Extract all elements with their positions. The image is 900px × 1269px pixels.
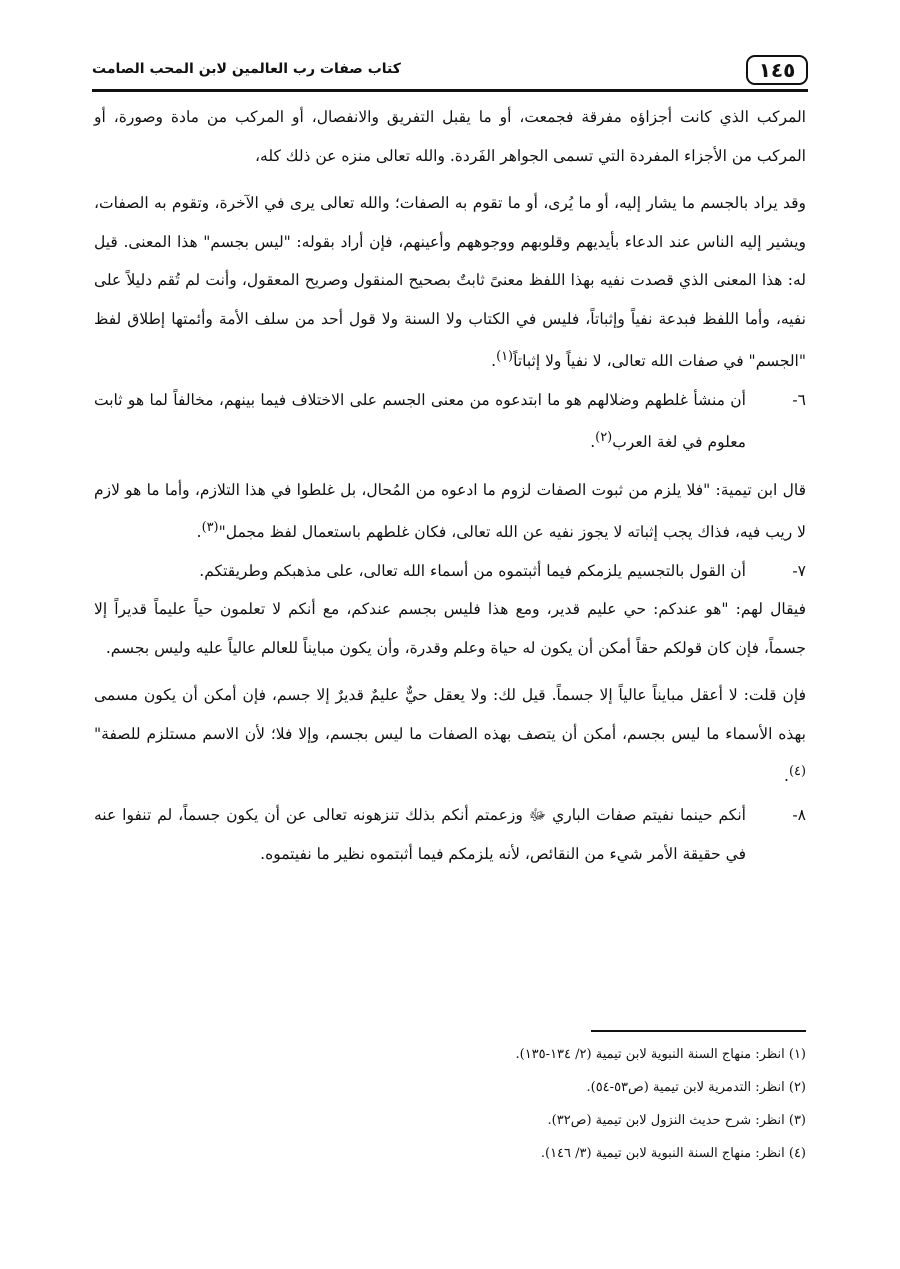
paragraph-2-end: . [491, 352, 497, 371]
point-6-text [94, 381, 746, 462]
point-6-body: أن منشأ غلطهم وضلالهم هو ما ابتدعوه من معنى الجسم على الاختلاف فيما بينهم، مخالفاً لما هو ثابت معلوم في لغة العرب [94, 390, 746, 452]
page-number-badge: ١٤٥ [746, 55, 808, 85]
paragraph-4: فيقال لهم: "هو عندكم: حي عليم قدير، ومع هذا فليس بجسم عندكم، مع أنكم لا تعلمون حياً عليماً قديراً إلا جسماً، فإن كان قولكم حقاً أمكن أن يكون له حياة وعلم وقدرة، وأن يكون مبايناً للعالم عالياً عليه وليس بجسم. [94, 600, 806, 657]
running-title: كتاب صفات رب العالمين لابن المحب الصامت [92, 61, 401, 77]
page-header [92, 55, 808, 89]
footnote-2: (٢) انظر: التدمرية لابن تيمية (ص٥٣-٥٤). [586, 1080, 806, 1095]
point-7-number: ٧- [792, 561, 806, 580]
point-6-end: . [590, 433, 596, 452]
footnote-1: (١) انظر: منهاج السنة النبوية لابن تيمية (٢/ ١٣٤-١٣٥). [515, 1047, 806, 1062]
point-6 [94, 381, 806, 462]
paragraph-1: المركب الذي كانت أجزاؤه مفرقة فجمعت، أو ما يقبل التفريق والانفصال، أو المركب من مادة وصورة، أو المركب من الأجزاء المفردة التي تسمى الجواهر الفَردة. والله تعالى منزه عن ذلك كله، [94, 108, 806, 165]
footnote-3: (٣) انظر: شرح حديث النزول لابن تيمية (ص٣٢). [547, 1113, 806, 1128]
point-8-number: ٨- [792, 806, 806, 825]
paragraph-3-text: قال ابن تيمية: "فلا يلزم من ثبوت الصفات لزوم ما ادعوه من المُحال، بل غلطوا في هذا التلازم، وأما ما هو لازم لا ريب فيه، فذاك يجب إثباته لا يجوز نفيه عن الله تعالى، فكان غلطهم باستعمال لفظ مجمل" [94, 480, 806, 542]
footnote-ref-2: (٢) [595, 430, 613, 446]
header-divider [92, 89, 808, 92]
footnote-divider [591, 1030, 806, 1032]
footnote-ref-1: (١) [496, 349, 514, 364]
paragraph-5-text: فإن قلت: لا أعقل مبايناً عالياً إلا جسماً. قيل لك: ولا يعقل حيٌّ عليمٌ قديرٌ إلا جسم، فإن أمكن أن يكون مسمى بهذه الأسماء ما ليس بجسم، أمكن أن يتصف بهذه الصفات ما ليس بجسم، وإلا فلا؛ لأن الاسم مستلزم للصفة" [94, 686, 806, 743]
point-7 [94, 552, 806, 591]
paragraph-5-end: . [784, 767, 789, 786]
point-8 [94, 796, 806, 873]
footnote-4: (٤) انظر: منهاج السنة النبوية لابن تيمية (٣/ ١٤٦). [540, 1146, 806, 1161]
paragraph-2-text: وقد يراد بالجسم ما يشار إليه، أو ما يُرى، أو ما تقوم به الصفات؛ والله تعالى يرى في الآخرة، وتقوم به الصفات، ويشير إليه الناس عند الدعاء بأيديهم وقلوبهم ووجوههم وأعينهم، فإن أراد بقوله: "ليس بجسم" هذا المعنى. قيل له: هذا المعنى الذي قصدت نفيه بهذا اللفظ معنىً ثابتٌ بصحيح المنقول وصريح المعقول، وأنت لم تُقم دليلاً على نفيه، وأما اللفظ فبدعة نفياً وإثباتاً، فليس في الكتاب ولا السنة ولا قول أحد من سلف الأمة وأئمتها إطلاق لفظ "الجسم" في صفات الله تعالى، لا نفياً ولا إثباتاً [94, 194, 806, 371]
footnote-ref-4: (٤) [788, 764, 806, 780]
footnote-ref-3: (٣) [201, 520, 219, 536]
point-7-text: أن القول بالتجسيم يلزمكم فيما أثبتموه من أسماء الله تعالى، على مذهبكم وطريقتكم. [199, 561, 746, 580]
paragraph-3-end: . [196, 523, 202, 542]
point-6-number: ٦- [792, 390, 806, 409]
point-8-text: أنكم حينما نفيتم صفات الباري ﷻ وزعمتم أنكم بذلك تنزهونه تعالى عن أن يكون جسماً، لم تنفوا عنه في حقيقة الأمر شيء من النقائص، لأنه يلزمكم فيما أثبتموه نظير ما نفيتموه. [94, 806, 746, 863]
paragraph-5 [94, 676, 806, 796]
main-text [94, 98, 806, 873]
footnotes [94, 1030, 806, 1170]
paragraph-2 [94, 184, 806, 381]
paragraph-3 [94, 471, 806, 552]
